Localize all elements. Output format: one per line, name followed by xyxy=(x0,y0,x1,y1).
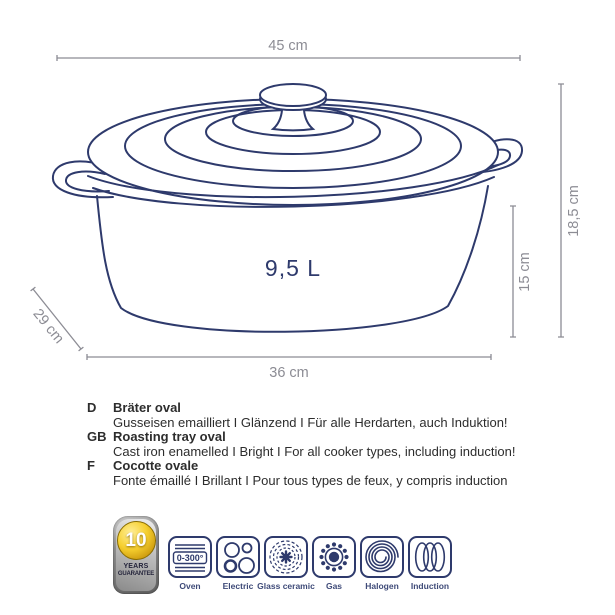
halogen-label: Halogen xyxy=(365,581,399,591)
guarantee-number: 10 xyxy=(125,529,147,551)
pot-drawing xyxy=(53,84,522,332)
induction-label: Induction xyxy=(410,581,450,591)
glass-ceramic-icon xyxy=(264,536,308,578)
dimension-top-width xyxy=(57,38,520,61)
oven-temp-label: 0-300° xyxy=(176,553,204,563)
dimension-depth xyxy=(29,287,83,351)
lang-code-f: F xyxy=(87,458,95,474)
subtitle-english: Cast iron enamelled I Bright I For all cooker types, including induction! xyxy=(113,443,516,459)
glass-ceramic-label: Glass ceramic xyxy=(257,581,315,591)
dimension-top-width-label: 45 cm xyxy=(268,38,308,54)
feature-icons-row xyxy=(113,516,452,594)
lang-code-gb: GB xyxy=(87,429,107,445)
subtitle-german: Gusseisen emailliert I Glänzend I Für alle Herdarten, auch Induktion! xyxy=(113,414,508,430)
cooker-type-oven xyxy=(168,536,212,591)
guarantee-gold-ball-icon xyxy=(117,521,156,560)
gas-icon xyxy=(312,536,356,578)
dimension-bottom-width-label: 36 cm xyxy=(269,365,309,381)
cooker-type-icons xyxy=(168,516,452,591)
dimension-inner-height xyxy=(510,206,533,337)
dimension-total-height-label: 18,5 cm xyxy=(566,185,582,237)
description-french xyxy=(87,459,597,488)
induction-icon xyxy=(408,536,452,578)
guarantee-badge xyxy=(113,516,159,594)
guarantee-years-label: YEARS xyxy=(123,563,149,570)
description-english xyxy=(87,430,597,459)
cooker-type-halogen xyxy=(360,536,404,591)
guarantee-label: GUARANTEE xyxy=(117,571,155,577)
dimension-total-height xyxy=(558,84,582,337)
gas-label: Gas xyxy=(325,581,343,591)
subtitle-french: Fonte émaillé I Brillant I Pour tous types de feux, y compris induction xyxy=(113,472,508,488)
dimension-depth-label: 29 cm xyxy=(29,306,67,347)
cooker-type-glass-ceramic xyxy=(257,536,315,591)
capacity-label: 9,5 L xyxy=(264,255,322,281)
description-german xyxy=(87,401,597,430)
electric-icon xyxy=(216,536,260,578)
product-descriptions xyxy=(87,401,597,489)
cooker-type-gas xyxy=(312,536,356,591)
cooker-type-induction xyxy=(408,536,452,591)
dimension-inner-height-label: 15 cm xyxy=(517,252,533,292)
oven-label: Oven xyxy=(179,581,201,591)
dimension-bottom-width xyxy=(87,354,491,381)
title-french: Cocotte ovale xyxy=(113,458,199,474)
halogen-icon xyxy=(360,536,404,578)
cooker-type-electric xyxy=(216,536,260,591)
title-english: Roasting tray oval xyxy=(113,429,226,445)
oven-icon xyxy=(168,536,212,578)
electric-label: Electric xyxy=(222,581,254,591)
title-german: Bräter oval xyxy=(113,400,181,415)
lang-code-d: D xyxy=(87,400,97,415)
